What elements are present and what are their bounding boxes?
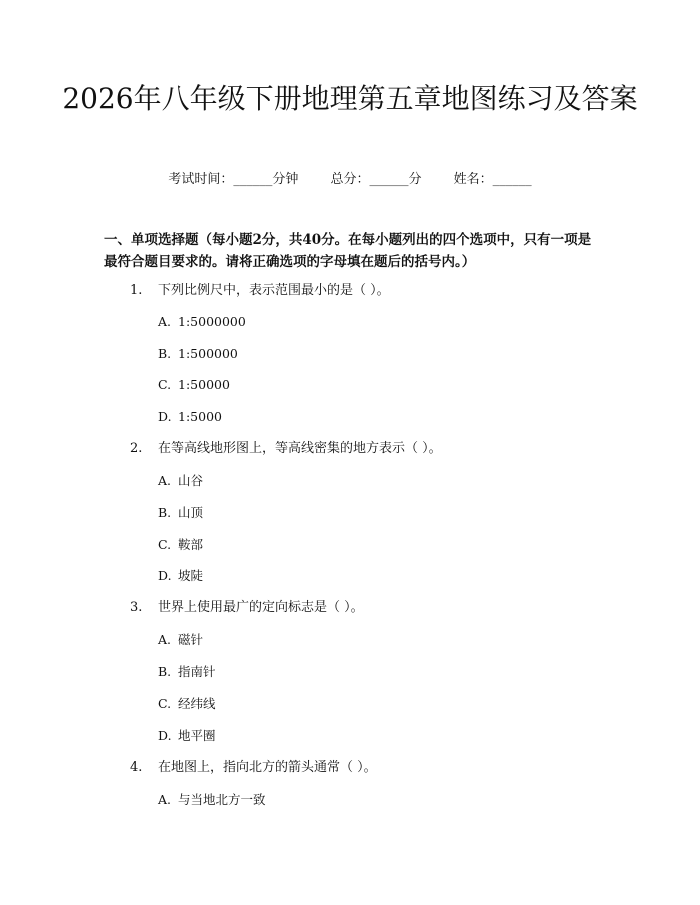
option-letter: D.: [158, 409, 172, 424]
student-name-field: 姓名：______: [453, 172, 532, 187]
option-letter: B.: [158, 346, 172, 361]
option-3c: [158, 695, 216, 713]
question-number: 2.: [130, 441, 143, 456]
option-text: 山谷: [178, 473, 204, 488]
option-letter: C.: [158, 537, 172, 552]
option-1d: [158, 408, 222, 426]
option-text: 1:50000: [178, 377, 230, 392]
option-2c: [158, 536, 203, 554]
question-text: 在地图上，指向北方的箭头通常（ ）。: [158, 760, 377, 775]
option-text: 山顶: [178, 505, 204, 520]
option-letter: D.: [158, 568, 172, 583]
option-2b: [158, 504, 203, 522]
option-text: 磁针: [178, 632, 204, 647]
question-number: 3.: [130, 600, 143, 615]
total-score-field: 总分：______分: [330, 172, 422, 187]
question-text: 世界上使用最广的定向标志是（ ）。: [158, 600, 364, 615]
option-letter: A.: [158, 632, 172, 647]
option-text: 1:5000000: [178, 314, 246, 329]
option-2d: [158, 567, 203, 585]
option-letter: D.: [158, 728, 172, 743]
option-3d: [158, 727, 216, 745]
question-text: 下列比例尺中，表示范围最小的是（ ）。: [158, 283, 390, 298]
option-text: 坡陡: [178, 568, 204, 583]
question-3: [130, 599, 364, 617]
option-letter: A.: [158, 792, 172, 807]
question-text: 在等高线地形图上，等高线密集的地方表示（ ）。: [158, 441, 442, 456]
option-1a: [158, 313, 246, 331]
option-letter: C.: [158, 696, 172, 711]
option-text: 1:500000: [178, 346, 238, 361]
option-letter: B.: [158, 664, 172, 679]
option-2a: [158, 472, 203, 490]
option-letter: C.: [158, 377, 172, 392]
question-2: [130, 440, 442, 458]
question-number: 4.: [130, 760, 143, 775]
option-text: 1:5000: [178, 409, 222, 424]
option-1b: [158, 345, 238, 363]
option-1c: [158, 376, 230, 394]
option-text: 经纬线: [178, 696, 216, 711]
option-letter: A.: [158, 314, 172, 329]
section-heading: 一、单项选择题（每小题2分，共40分。在每小题列出的四个选项中，只有一项是最符合题目要求的。请将正确选项的字母填在题后的括号内。）: [104, 232, 592, 270]
question-number: 1.: [130, 283, 143, 298]
question-1: [130, 282, 390, 300]
question-4: [130, 759, 377, 777]
option-3b: [158, 663, 216, 681]
exam-meta: [0, 168, 700, 187]
exam-time-field: 考试时间：______分钟: [168, 172, 299, 187]
document-title: 2026年八年级下册地理第五章地图练习及答案: [62, 82, 638, 115]
option-4a: [158, 791, 266, 809]
option-letter: B.: [158, 505, 172, 520]
option-letter: A.: [158, 473, 172, 488]
option-text: 鞍部: [178, 537, 204, 552]
option-text: 指南针: [178, 664, 216, 679]
option-text: 地平圈: [178, 728, 216, 743]
option-3a: [158, 631, 203, 649]
option-text: 与当地北方一致: [178, 792, 266, 807]
